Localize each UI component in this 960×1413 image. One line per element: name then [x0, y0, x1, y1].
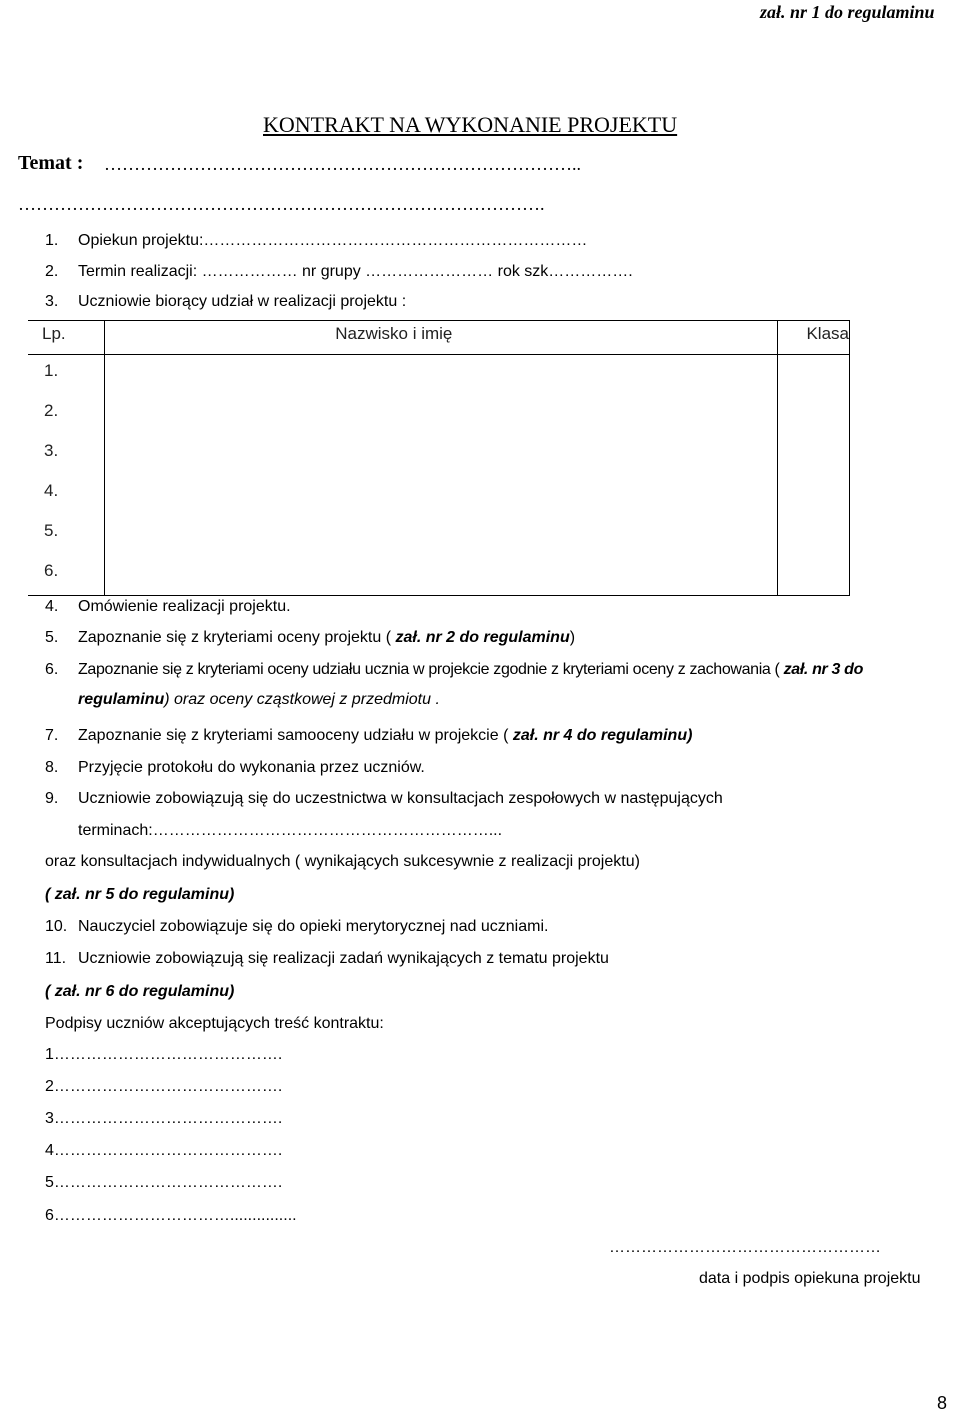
name-cell[interactable]	[105, 395, 778, 435]
table-row	[28, 555, 850, 596]
item-10-text: Nauczyciel zobowiązuje się do opieki merytorycznej nad uczniami.	[78, 918, 549, 935]
item-6-text: Zapoznanie się z kryteriami oceny udziału ucznia w projekcie zgodnie z kryteriami oceny z zachowania (	[78, 661, 780, 678]
row-number: 2.	[28, 395, 105, 435]
class-cell[interactable]	[778, 515, 850, 555]
class-cell[interactable]	[778, 435, 850, 475]
item-4-text: Omówienie realizacji projektu.	[78, 598, 291, 615]
title-text: KONTRAKT NA WYKONANIE PROJEKTU	[263, 112, 678, 137]
item-2-text: Termin realizacji: ……………… nr grupy …………………… rok szk…………….	[78, 263, 633, 280]
item-11-number: 11.	[45, 950, 67, 967]
item-11-text: Uczniowie zobowiązują się realizacji zadań wynikających z tematu projektu	[78, 950, 609, 967]
row-number: 5.	[28, 515, 105, 555]
name-cell[interactable]	[105, 515, 778, 555]
signatures-label: Podpisy uczniów akceptujących treść kontraktu:	[45, 1015, 384, 1032]
item-8-number: 8.	[45, 759, 59, 776]
item-6-rest: ) oraz oceny cząstkowej z przedmiotu .	[164, 691, 440, 708]
item-3-number: 3.	[45, 293, 59, 310]
row-number: 6.	[28, 555, 105, 596]
class-cell[interactable]	[778, 555, 850, 596]
table-row	[28, 435, 850, 475]
name-cell[interactable]	[105, 555, 778, 596]
signature-line[interactable]: 1…………………………………….	[45, 1046, 283, 1063]
class-cell[interactable]	[778, 355, 850, 396]
class-cell[interactable]	[778, 395, 850, 435]
signature-line[interactable]: 2…………………………………….	[45, 1078, 283, 1095]
item-6-ref-2: regulaminu	[78, 691, 165, 708]
item-9-terms: terminach:………………………………………………………...	[78, 822, 503, 839]
table-row	[28, 355, 850, 396]
item-5-ref: zał. nr 2 do regulaminu	[391, 629, 570, 646]
supervisor-label: data i podpis opiekuna projektu	[699, 1270, 921, 1287]
header-name: Nazwisko i imię	[105, 321, 778, 355]
item-7-number: 7.	[45, 727, 59, 744]
item-3-text: Uczniowie biorący udział w realizacji projektu :	[78, 293, 407, 310]
item-6-line-2	[78, 690, 440, 710]
class-cell[interactable]	[778, 475, 850, 515]
row-number: 1.	[28, 355, 105, 396]
item-9-number: 9.	[45, 790, 59, 807]
row-number: 4.	[28, 475, 105, 515]
item-1-number: 1.	[45, 232, 59, 249]
topic-dots-line-2: …………………………………………………………………………….	[18, 194, 545, 214]
item-7-text: Zapoznanie się z kryteriami samooceny udziału w projekcie (	[78, 727, 509, 744]
header-class: Klasa	[778, 321, 850, 355]
item-9-text: Uczniowie zobowiązują się do uczestnictwa w konsultacjach zespołowych w następujących	[78, 790, 723, 807]
table-row	[28, 475, 850, 515]
item-7-line	[78, 726, 692, 746]
signature-line[interactable]: 4…………………………………….	[45, 1142, 283, 1159]
item-6-number: 6.	[45, 661, 59, 678]
item-5-close: )	[569, 629, 576, 646]
item-7-ref: zał. nr 4 do regulaminu)	[508, 727, 693, 744]
signature-line[interactable]: 3…………………………………….	[45, 1110, 283, 1127]
signature-line[interactable]: 6……………………………...............	[45, 1207, 297, 1224]
page-number: 8	[937, 1393, 948, 1413]
item-5-text: Zapoznanie się z kryteriami oceny projektu (	[78, 629, 392, 646]
name-cell[interactable]	[105, 475, 778, 515]
item-8-text: Przyjęcie protokołu do wykonania przez uczniów.	[78, 759, 425, 776]
item-4-number: 4.	[45, 598, 59, 615]
item-2-number: 2.	[45, 263, 59, 280]
item-6-ref: zał. nr 3 do	[779, 661, 863, 678]
item-6-line-1	[78, 660, 863, 680]
header-lp: Lp.	[28, 321, 105, 355]
item-5-line	[78, 628, 575, 648]
item-10-number: 10.	[45, 918, 68, 935]
name-cell[interactable]	[105, 355, 778, 396]
ref-attachment-6: ( zał. nr 6 do regulaminu)	[45, 983, 235, 1000]
item-5-number: 5.	[45, 629, 59, 646]
row-number: 3.	[28, 435, 105, 475]
ref-attachment-5: ( zał. nr 5 do regulaminu)	[45, 886, 235, 903]
table-row	[28, 395, 850, 435]
signature-line[interactable]: 5…………………………………….	[45, 1174, 283, 1191]
topic-dots-line-1: ……………………………………………………………………..	[104, 154, 581, 174]
document-title	[263, 112, 677, 138]
name-cell[interactable]	[105, 435, 778, 475]
individual-consultations: oraz konsultacjach indywidualnych ( wynikających sukcesywnie z realizacji projektu)	[45, 853, 640, 870]
table-header-row	[28, 321, 850, 355]
topic-label: Temat :	[18, 152, 84, 174]
item-1-text: Opiekun projektu:………………………………………………………………	[78, 232, 588, 249]
table-row	[28, 515, 850, 555]
supervisor-signature-line[interactable]: ……………………………………………	[609, 1239, 881, 1256]
students-table	[28, 320, 850, 596]
attachment-note: zał. nr 1 do regulaminu	[760, 2, 935, 22]
